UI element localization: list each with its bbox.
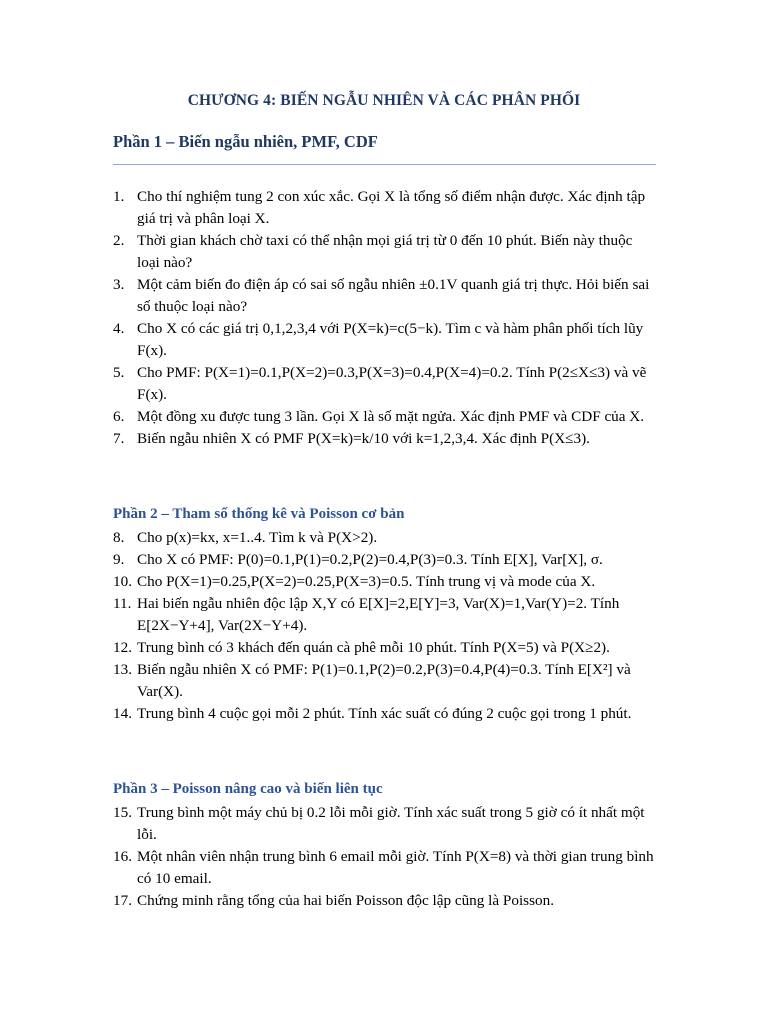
question-number: 2.	[113, 232, 125, 249]
question-number: 15.	[113, 804, 132, 821]
question-number: 8.	[113, 529, 125, 546]
chapter-title: CHƯƠNG 4: BIẾN NGẪU NHIÊN VÀ CÁC PHÂN PHỐI	[187, 92, 581, 109]
question-text: Hai biến ngẫu nhiên độc lập X,Y có E[X]=2,E[Y]=3, Var(X)=1,Var(Y)=2. Tính E[2X−Y+4], Var(2X−Y+4).	[137, 595, 620, 634]
question-item	[113, 230, 658, 274]
question-item	[113, 659, 658, 703]
question-number: 4.	[113, 320, 125, 337]
question-item	[113, 593, 658, 637]
question-number: 17.	[113, 892, 132, 909]
question-number: 6.	[113, 408, 125, 425]
question-number: 5.	[113, 364, 125, 381]
question-text: Thời gian khách chờ taxi có thể nhận mọi giá trị từ 0 đến 10 phút. Biến này thuộc loại nào?	[137, 232, 633, 271]
question-item	[113, 362, 658, 406]
question-number: 13.	[113, 661, 132, 678]
part2-question-list	[113, 527, 658, 725]
question-item	[113, 274, 658, 318]
question-text: Chứng minh rằng tổng của hai biến Poisson độc lập cũng là Poisson.	[137, 892, 554, 909]
question-text: Cho PMF: P(X=1)=0.1,P(X=2)=0.3,P(X=3)=0.4,P(X=4)=0.2. Tính P(2≤X≤3) và vẽ F(x).	[137, 364, 647, 403]
question-text: Một đồng xu được tung 3 lần. Gọi X là số mặt ngửa. Xác định PMF và CDF của X.	[137, 408, 645, 425]
question-number: 14.	[113, 705, 132, 722]
question-item	[113, 318, 658, 362]
question-number: 11.	[113, 595, 132, 612]
question-item	[113, 527, 658, 549]
question-item	[113, 186, 658, 230]
part1-question-list	[113, 186, 658, 450]
question-text: Trung bình có 3 khách đến quán cà phê mỗi 10 phút. Tính P(X=5) và P(X≥2).	[137, 639, 610, 656]
question-text: Cho thí nghiệm tung 2 con xúc xắc. Gọi X là tổng số điểm nhận được. Xác định tập giá trị và phân loại X.	[137, 188, 646, 227]
question-text: Cho p(x)=kx, x=1..4. Tìm k và P(X>2).	[137, 529, 378, 546]
question-text: Cho X có các giá trị 0,1,2,3,4 với P(X=k)=c(5−k). Tìm c và hàm phân phối tích lũy F(x).	[137, 320, 644, 359]
heading-divider	[113, 164, 656, 165]
question-item	[113, 703, 658, 725]
question-number: 3.	[113, 276, 125, 293]
question-item	[113, 549, 658, 571]
question-item	[113, 406, 658, 428]
question-item	[113, 428, 658, 450]
question-text: Biến ngẫu nhiên X có PMF: P(1)=0.1,P(2)=0.2,P(3)=0.4,P(4)=0.3. Tính E[X²] và Var(X).	[137, 661, 631, 700]
question-text: Một nhân viên nhận trung bình 6 email mỗi giờ. Tính P(X=8) và thời gian trung bình có 10 email.	[137, 848, 654, 887]
question-number: 16.	[113, 848, 132, 865]
part3-heading: Phần 3 – Poisson nâng cao và biến liên tục	[113, 781, 383, 797]
question-text: Trung bình 4 cuộc gọi mỗi 2 phút. Tính xác suất có đúng 2 cuộc gọi trong 1 phút.	[137, 705, 632, 722]
question-item	[113, 571, 658, 593]
question-text: Cho P(X=1)=0.25,P(X=2)=0.25,P(X=3)=0.5. Tính trung vị và mode của X.	[137, 573, 596, 590]
question-number: 1.	[113, 188, 125, 205]
question-text: Cho X có PMF: P(0)=0.1,P(1)=0.2,P(2)=0.4,P(3)=0.3. Tính E[X], Var[X], σ.	[137, 551, 603, 568]
question-item	[113, 637, 658, 659]
part3-question-list	[113, 802, 658, 912]
question-text: Biến ngẫu nhiên X có PMF P(X=k)=k/10 với k=1,2,3,4. Xác định P(X≤3).	[137, 430, 590, 447]
question-item	[113, 802, 658, 846]
question-text: Trung bình một máy chủ bị 0.2 lỗi mỗi giờ. Tính xác suất trong 5 giờ có ít nhất một lỗi.	[137, 804, 645, 843]
question-number: 12.	[113, 639, 132, 656]
question-item	[113, 846, 658, 890]
question-text: Một cảm biến đo điện áp có sai số ngẫu nhiên ±0.1V quanh giá trị thực. Hỏi biến sai số thuộc loại nào?	[137, 276, 650, 315]
question-number: 7.	[113, 430, 125, 447]
part1-heading: Phần 1 – Biến ngẫu nhiên, PMF, CDF	[113, 132, 378, 151]
question-item	[113, 890, 658, 912]
question-number: 9.	[113, 551, 125, 568]
question-number: 10.	[113, 573, 132, 590]
part2-heading: Phần 2 – Tham số thống kê và Poisson cơ bản	[113, 506, 405, 522]
